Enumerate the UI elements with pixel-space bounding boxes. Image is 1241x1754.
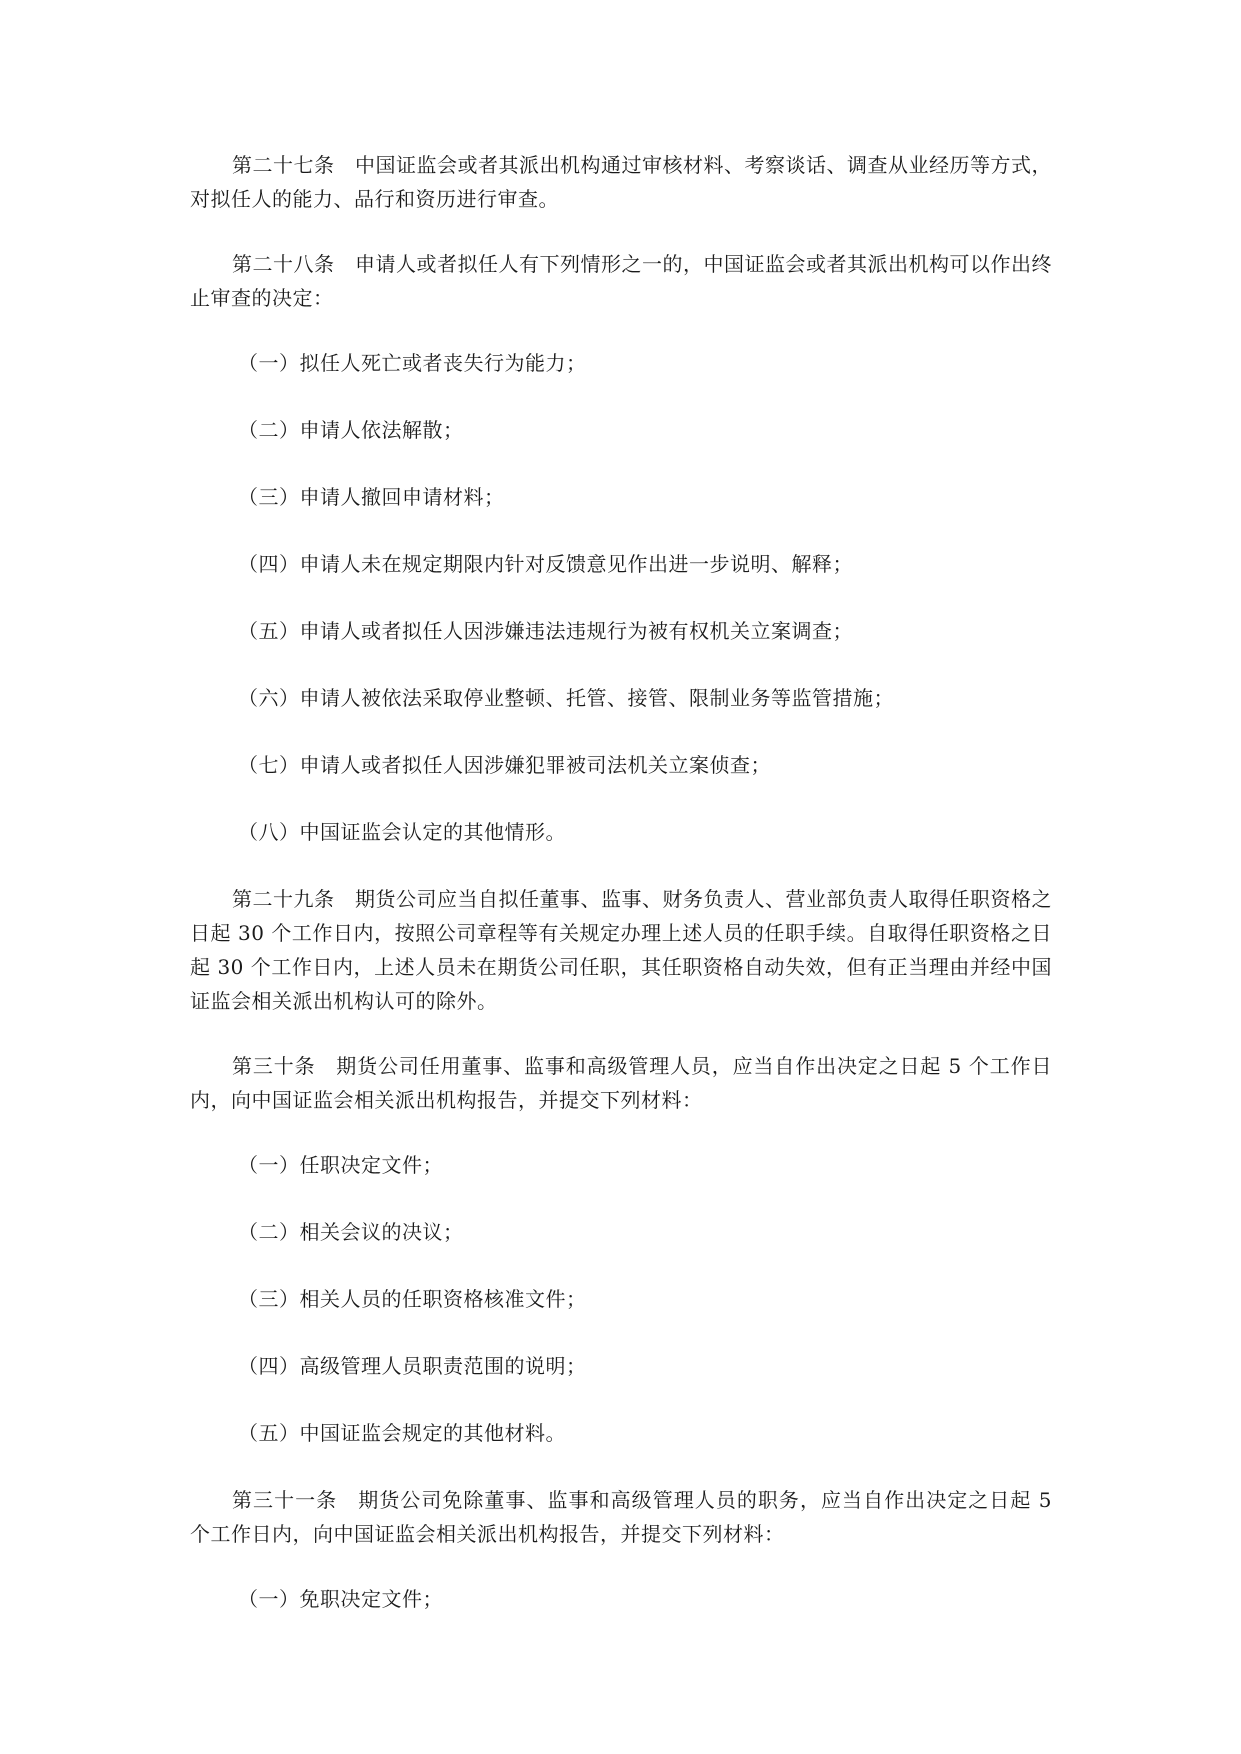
- list-item: （七）申请人或者拟任人因涉嫌犯罪被司法机关立案侦查；: [238, 753, 771, 777]
- list-item: （五）申请人或者拟任人因涉嫌违法违规行为被有权机关立案调查；: [238, 619, 853, 643]
- article-28: 第二十八条 申请人或者拟任人有下列情形之一的，中国证监会或者其派出机构可以作出终止审查的决定：: [190, 252, 1052, 310]
- list-item: （六）申请人被依法采取停业整顿、托管、接管、限制业务等监管措施；: [238, 686, 894, 710]
- list-item: （三）相关人员的任职资格核准文件；: [238, 1287, 587, 1311]
- article-27: 第二十七条 中国证监会或者其派出机构通过审核材料、考察谈话、调查从业经历等方式，对拟任人的能力、品行和资历进行审查。: [190, 153, 1052, 211]
- article-31: 第三十一条 期货公司免除董事、监事和高级管理人员的职务，应当自作出决定之日起 5 个工作日内，向中国证监会相关派出机构报告，并提交下列材料：: [190, 1488, 1052, 1546]
- list-item: （八）中国证监会认定的其他情形。: [238, 820, 566, 844]
- list-item: （五）中国证监会规定的其他材料。: [238, 1421, 566, 1445]
- list-item: （一）任职决定文件；: [238, 1153, 443, 1177]
- article-29: 第二十九条 期货公司应当自拟任董事、监事、财务负责人、营业部负责人取得任职资格之日起 30 个工作日内，按照公司章程等有关规定办理上述人员的任职手续。自取得任职资格之日起 30 个工作日内，上述人员未在期货公司任职，其任职资格自动失效，但有正当理由并经中国证监会相关派出机构认可的除外。: [190, 887, 1052, 1013]
- article-30: 第三十条 期货公司任用董事、监事和高级管理人员，应当自作出决定之日起 5 个工作日内，向中国证监会相关派出机构报告，并提交下列材料：: [190, 1054, 1052, 1112]
- list-item: （四）申请人未在规定期限内针对反馈意见作出进一步说明、解释；: [238, 552, 853, 576]
- list-item: （二）申请人依法解散；: [238, 418, 464, 442]
- list-item: （三）申请人撤回申请材料；: [238, 485, 505, 509]
- list-item: （一）拟任人死亡或者丧失行为能力；: [238, 351, 587, 375]
- list-item: （一）免职决定文件；: [238, 1587, 443, 1611]
- document-page: [190, 148, 1052, 1649]
- list-item: （二）相关会议的决议；: [238, 1220, 464, 1244]
- list-item: （四）高级管理人员职责范围的说明；: [238, 1354, 587, 1378]
